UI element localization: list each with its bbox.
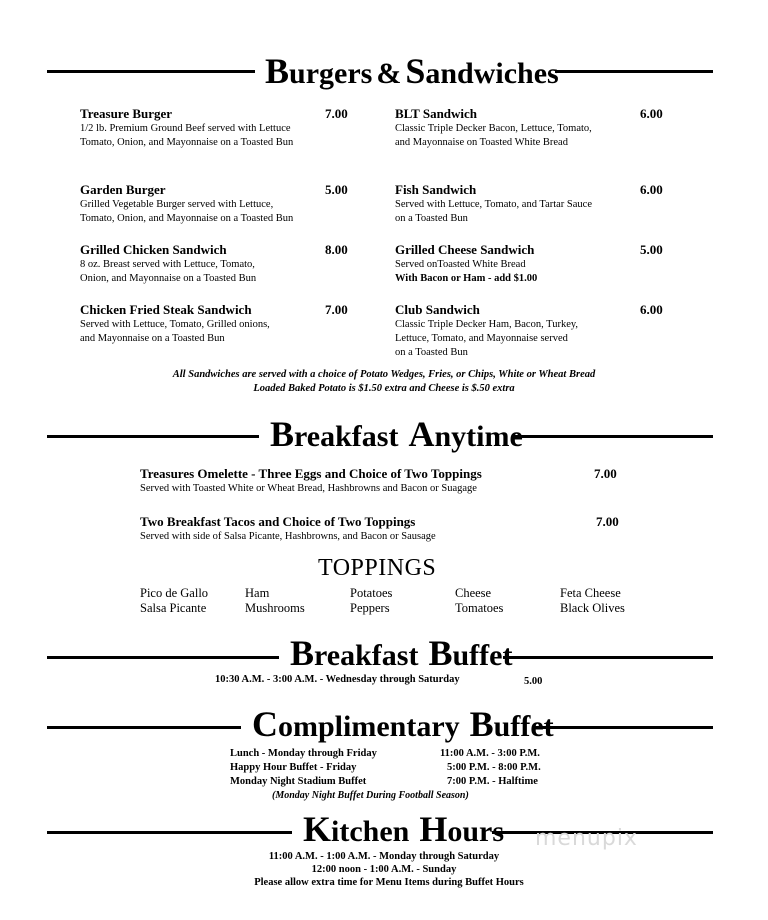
menu-item-price: 7.00: [594, 466, 617, 481]
menu-item-desc: Served with Lettuce, Tomato, Grilled onions,: [80, 319, 270, 330]
section-rule-right: [512, 435, 713, 438]
menu-item-price: 5.00: [325, 182, 348, 197]
menu-item-price: 5.00: [640, 242, 663, 257]
topping-item: Mushrooms: [245, 601, 305, 615]
kitchen-hours-line: 12:00 noon - 1:00 A.M. - Sunday: [311, 864, 457, 875]
menu-item-name: Club Sandwich: [395, 302, 480, 317]
menu-item-desc: Lettuce, Tomato, and Mayonnaise served: [395, 333, 568, 344]
menu-item-price: 7.00: [325, 302, 348, 317]
section-rule-left: [47, 435, 259, 438]
menu-item-name: Chicken Fried Steak Sandwich: [80, 302, 252, 317]
burgers-section-title: Burgers & Sandwiches: [265, 51, 559, 91]
section-rule-left: [47, 831, 292, 834]
section-rule-left: [47, 656, 279, 659]
topping-item: Black Olives: [560, 601, 625, 615]
menu-item-desc: Classic Triple Decker Bacon, Lettuce, Tomato,: [395, 123, 592, 134]
breakfast-buffet-price: 5.00: [524, 676, 543, 687]
menu-item-price: 6.00: [640, 302, 663, 317]
sandwich-sides-note: All Sandwiches are served with a choice of Potato Wedges, Fries, or Chips, White or Wheat Bread: [172, 369, 596, 380]
buffet-time: 5:00 P.M. - 8:00 P.M.: [447, 762, 541, 773]
topping-item: Feta Cheese: [560, 586, 621, 600]
buffet-time: 11:00 A.M. - 3:00 P.M.: [440, 748, 540, 759]
menu-item-name: Two Breakfast Tacos and Choice of Two Toppings: [140, 514, 416, 529]
topping-item: Pico de Gallo: [140, 586, 209, 600]
section-rule-right: [533, 726, 713, 729]
topping-item: Ham: [245, 586, 270, 600]
menu-item-desc: Served with Lettuce, Tomato, and Tartar Sauce: [395, 199, 592, 210]
extras-note: Loaded Baked Potato is $1.50 extra and Cheese is $.50 extra: [253, 383, 515, 394]
menu-item-addon: With Bacon or Ham - add $1.00: [395, 273, 538, 284]
kitchen-hours-line: 11:00 A.M. - 1:00 A.M. - Monday through Saturday: [268, 851, 500, 862]
menu-item-name: Grilled Cheese Sandwich: [395, 242, 535, 257]
menu-item-price: 7.00: [596, 514, 619, 529]
complimentary-buffet-section-title: Complimentary Buffet: [252, 704, 554, 744]
menu-item-name: Grilled Chicken Sandwich: [80, 242, 227, 257]
section-rule-right: [503, 656, 713, 659]
topping-item: Tomatoes: [455, 601, 504, 615]
menu-item-name: BLT Sandwich: [395, 106, 478, 121]
menu-item-price: 6.00: [640, 106, 663, 121]
menu-item-desc: Served with Toasted White or Wheat Bread, Hashbrowns and Bacon or Suagage: [140, 483, 477, 494]
menu-item-price: 8.00: [325, 242, 348, 257]
menu-item-desc: and Mayonnaise on a Toasted Bun: [80, 333, 225, 344]
buffet-time: 7:00 P.M. - Halftime: [447, 776, 538, 787]
kitchen-hours-section-title: Kitchen Hours: [303, 809, 505, 849]
section-rule-left: [47, 70, 255, 73]
menu-item-desc: Served onToasted White Bread: [395, 259, 526, 270]
menupix-watermark: menupix: [535, 826, 638, 851]
menu-item-name: Garden Burger: [80, 182, 166, 197]
topping-item: Cheese: [455, 586, 492, 600]
topping-item: Potatoes: [350, 586, 393, 600]
menu-item-desc: Grilled Vegetable Burger served with Lettuce,: [80, 199, 274, 210]
section-rule-right: [555, 70, 713, 73]
buffet-label: Monday Night Stadium Buffet: [230, 776, 367, 787]
menu-item-desc: on a Toasted Bun: [395, 347, 468, 358]
menu-item-name: Treasure Burger: [80, 106, 173, 121]
breakfast-section-title: Breakfast Anytime: [270, 414, 523, 454]
menu-item-desc: Classic Triple Decker Ham, Bacon, Turkey,: [395, 319, 579, 330]
menu-item-desc: on a Toasted Bun: [395, 213, 468, 224]
buffet-label: Lunch - Monday through Friday: [230, 748, 377, 759]
breakfast-buffet-hours: 10:30 A.M. - 3:00 A.M. - Wednesday through Saturday: [215, 674, 460, 685]
menu-item-desc: 8 oz. Breast served with Lettuce, Tomato,: [80, 259, 255, 270]
menu-item-desc: 1/2 lb. Premium Ground Beef served with Lettuce: [80, 123, 291, 134]
section-rule-left: [47, 726, 241, 729]
breakfast-buffet-section-title: Breakfast Buffet: [290, 633, 513, 673]
menu-item-price: 6.00: [640, 182, 663, 197]
menu-item-desc: Tomato, Onion, and Mayonnaise on a Toasted Bun: [80, 213, 294, 224]
buffet-label: Happy Hour Buffet - Friday: [230, 762, 357, 773]
toppings-title: TOPPINGS: [318, 555, 437, 581]
menu-item-name: Treasures Omelette - Three Eggs and Choice of Two Toppings: [140, 466, 482, 481]
football-season-note: (Monday Night Buffet During Football Season): [272, 790, 469, 801]
menu-item-name: Fish Sandwich: [395, 182, 477, 197]
menu-item-desc: Tomato, Onion, and Mayonnaise on a Toasted Bun: [80, 137, 294, 148]
kitchen-hours-line: Please allow extra time for Menu Items during Buffet Hours: [254, 877, 524, 888]
topping-item: Peppers: [350, 601, 390, 615]
menu-item-price: 7.00: [325, 106, 348, 121]
menu-item-desc: and Mayonnaise on Toasted White Bread: [395, 137, 568, 148]
topping-item: Salsa Picante: [140, 601, 207, 615]
menu-item-desc: Onion, and Mayonnaise on a Toasted Bun: [80, 273, 257, 284]
menu-item-desc: Served with side of Salsa Picante, Hashbrowns, and Bacon or Sausage: [140, 531, 436, 542]
